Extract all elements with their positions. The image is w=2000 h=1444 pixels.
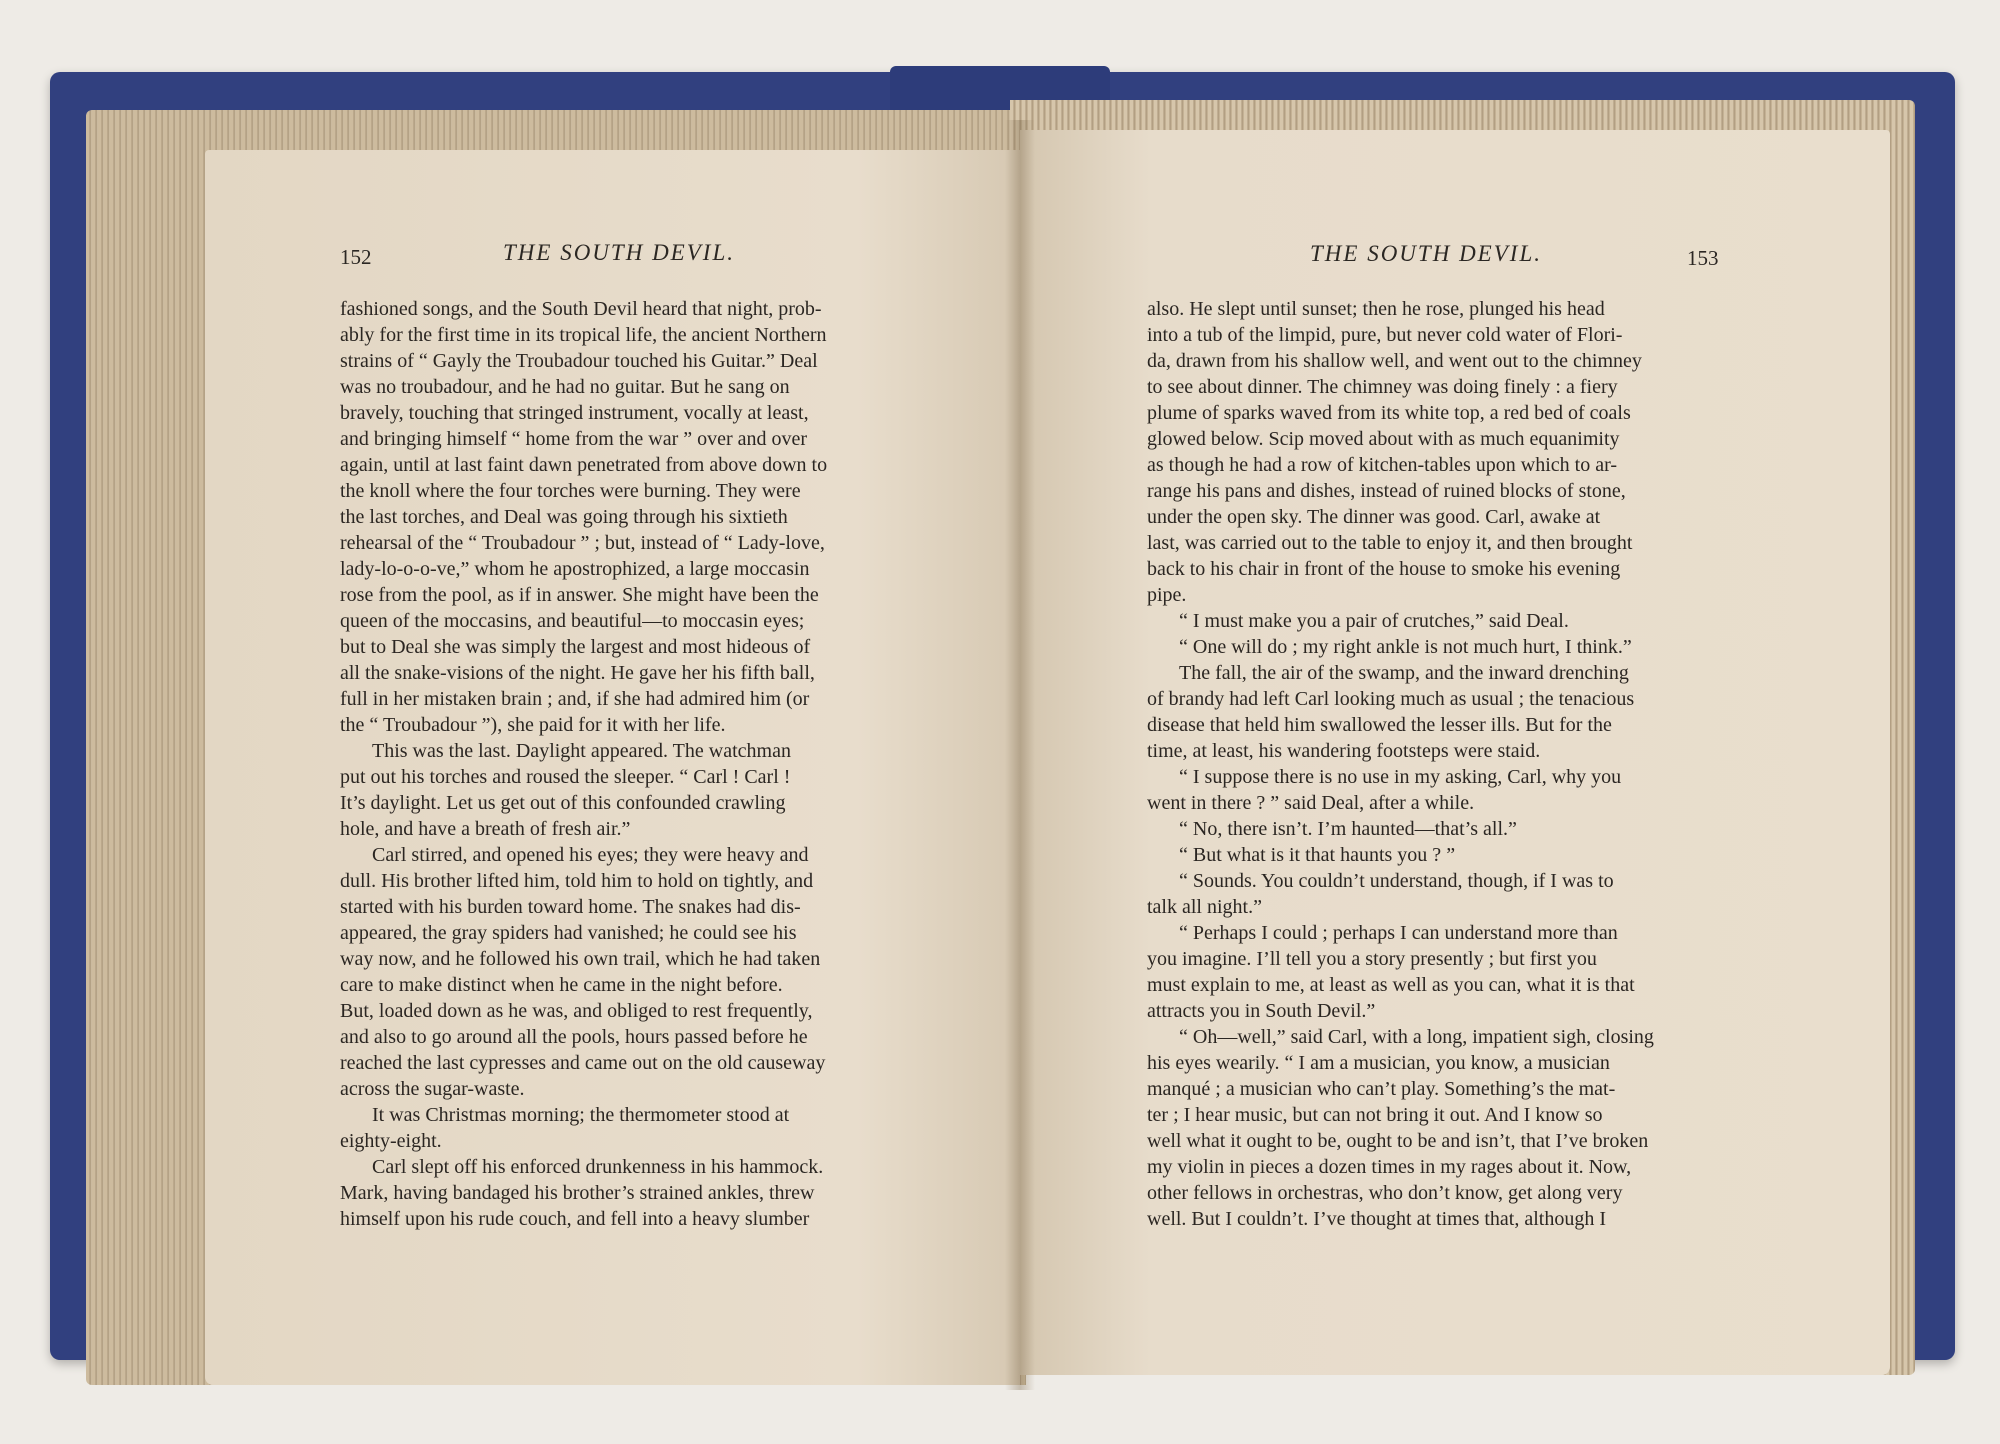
text-line: strains of “ Gayly the Troubadour touched his Guitar.” Deal (340, 350, 818, 372)
text-line: “ One will do ; my right ankle is not much hurt, I think.” (1179, 636, 1632, 658)
text-line: well. But I couldn’t. I’ve thought at times that, although I (1147, 1208, 1606, 1230)
text-line: rehearsal of the “ Troubadour ” ; but, instead of “ Lady-love, (340, 532, 825, 554)
text-line: and also to go around all the pools, hours passed before he (340, 1026, 808, 1048)
text-line: dull. His brother lifted him, told him to hold on tightly, and (340, 870, 814, 892)
text-line: across the sugar-waste. (340, 1078, 525, 1100)
right-page (1020, 130, 1890, 1375)
text-line: hole, and have a breath of fresh air.” (340, 818, 631, 840)
text-line: ter ; I hear music, but can not bring it out. And I know so (1147, 1104, 1603, 1126)
text-line: “ I suppose there is no use in my asking, Carl, why you (1179, 766, 1622, 788)
text-line: The fall, the air of the swamp, and the inward drenching (1179, 662, 1629, 684)
text-line: but to Deal she was simply the largest and most hideous of (340, 636, 811, 658)
text-line: “ Sounds. You couldn’t understand, though, if I was to (1179, 870, 1614, 892)
text-line: Mark, having bandaged his brother’s strained ankles, threw (340, 1182, 815, 1204)
text-line: “ I must make you a pair of crutches,” said Deal. (1179, 610, 1569, 632)
running-head-left: THE SOUTH DEVIL. (503, 240, 735, 265)
text-line: my violin in pieces a dozen times in my rages about it. Now, (1147, 1156, 1632, 1178)
text-line: time, at least, his wandering footsteps were staid. (1147, 740, 1541, 762)
text-line: attracts you in South Devil.” (1147, 1000, 1376, 1022)
text-line: glowed below. Scip moved about with as much equanimity (1147, 428, 1620, 450)
text-line: “ Perhaps I could ; perhaps I can understand more than (1179, 922, 1618, 944)
text-line: reached the last cypresses and came out on the old causeway (340, 1052, 826, 1074)
text-line: It’s daylight. Let us get out of this confounded crawling (340, 792, 786, 814)
text-line: himself upon his rude couch, and fell into a heavy slumber (340, 1208, 810, 1230)
text-line: started with his burden toward home. The snakes had dis- (340, 896, 801, 918)
text-line: full in her mistaken brain ; and, if she had admired him (or (340, 688, 810, 710)
text-line: This was the last. Daylight appeared. The watchman (372, 740, 791, 762)
text-line: Carl slept off his enforced drunkenness in his hammock. (372, 1156, 824, 1178)
page-number-left: 152 (340, 245, 372, 269)
text-line: “ But what is it that haunts you ? ” (1179, 844, 1456, 866)
text-line: appeared, the gray spiders had vanished; he could see his (340, 922, 797, 944)
text-line: da, drawn from his shallow well, and went out to the chimney (1147, 350, 1642, 372)
text-line: and bringing himself “ home from the war ” over and over (340, 428, 808, 450)
text-line: ably for the first time in its tropical life, the ancient Northern (340, 324, 827, 346)
text-line: way now, and he followed his own trail, which he had taken (340, 948, 821, 970)
text-line: put out his torches and roused the sleeper. “ Carl ! Carl ! (340, 766, 791, 788)
text-line: “ Oh—well,” said Carl, with a long, impatient sigh, closing (1179, 1026, 1654, 1048)
text-line: pipe. (1147, 584, 1187, 606)
text-line: of brandy had left Carl looking much as usual ; the tenacious (1147, 688, 1635, 710)
text-line: Carl stirred, and opened his eyes; they were heavy and (372, 844, 809, 866)
text-line: again, until at last faint dawn penetrated from above down to (340, 454, 828, 476)
text-line: queen of the moccasins, and beautiful—to moccasin eyes; (340, 610, 805, 632)
text-line: care to make distinct when he came in the night before. (340, 974, 783, 996)
text-line: disease that held him swallowed the lesser ills. But for the (1147, 714, 1612, 736)
text-line: to see about dinner. The chimney was doing finely : a fiery (1147, 376, 1618, 398)
text-line: other fellows in orchestras, who don’t know, get along very (1147, 1182, 1623, 1204)
text-line: under the open sky. The dinner was good. Carl, awake at (1147, 506, 1601, 528)
text-line: well what it ought to be, ought to be and isn’t, that I’ve broken (1147, 1130, 1649, 1152)
text-line: plume of sparks waved from its white top, a red bed of coals (1147, 402, 1631, 424)
text-line: “ No, there isn’t. I’m haunted—that’s all.” (1179, 818, 1517, 840)
text-line: must explain to me, at least as well as you can, what it is that (1147, 974, 1635, 996)
text-line: lady-lo-o-o-ve,” whom he apostrophized, a large moccasin (340, 558, 810, 580)
book-gutter (1005, 120, 1035, 1390)
left-page-text (340, 296, 940, 1232)
text-line: rose from the pool, as if in answer. She might have been the (340, 584, 819, 606)
text-line: also. He slept until sunset; then he rose, plunged his head (1147, 298, 1605, 320)
text-line: was no troubadour, and he had no guitar. But he sang on (340, 376, 790, 398)
text-line: you imagine. I’ll tell you a story presently ; but first you (1147, 948, 1597, 970)
text-line: range his pans and dishes, instead of ruined blocks of stone, (1147, 480, 1626, 502)
text-line: into a tub of the limpid, pure, but never cold water of Flori- (1147, 324, 1623, 346)
text-line: as though he had a row of kitchen-tables upon which to ar- (1147, 454, 1618, 476)
text-line: bravely, touching that stringed instrument, vocally at least, (340, 402, 809, 424)
text-line: the “ Troubadour ”), she paid for it with her life. (340, 714, 726, 736)
running-head-right: THE SOUTH DEVIL. (1310, 241, 1542, 266)
text-line: But, loaded down as he was, and obliged to rest frequently, (340, 1000, 813, 1022)
text-line: went in there ? ” said Deal, after a while. (1147, 792, 1475, 814)
text-line: all the snake-visions of the night. He gave her his fifth ball, (340, 662, 815, 684)
right-page-text (1147, 296, 1757, 1232)
text-line: the last torches, and Deal was going through his sixtieth (340, 506, 788, 528)
text-line: his eyes wearily. “ I am a musician, you know, a musician (1147, 1052, 1610, 1074)
text-line: It was Christmas morning; the thermometer stood at (372, 1104, 790, 1126)
text-line: last, was carried out to the table to enjoy it, and then brought (1147, 532, 1633, 554)
text-line: back to his chair in front of the house to smoke his evening (1147, 558, 1621, 580)
text-line: talk all night.” (1147, 896, 1262, 918)
left-page (205, 150, 1020, 1385)
text-line: manqué ; a musician who can’t play. Something’s the mat- (1147, 1078, 1616, 1100)
text-line: the knoll where the four torches were burning. They were (340, 480, 801, 502)
page-number-right: 153 (1687, 246, 1719, 270)
text-line: eighty-eight. (340, 1130, 442, 1152)
text-line: fashioned songs, and the South Devil heard that night, prob- (340, 298, 822, 320)
